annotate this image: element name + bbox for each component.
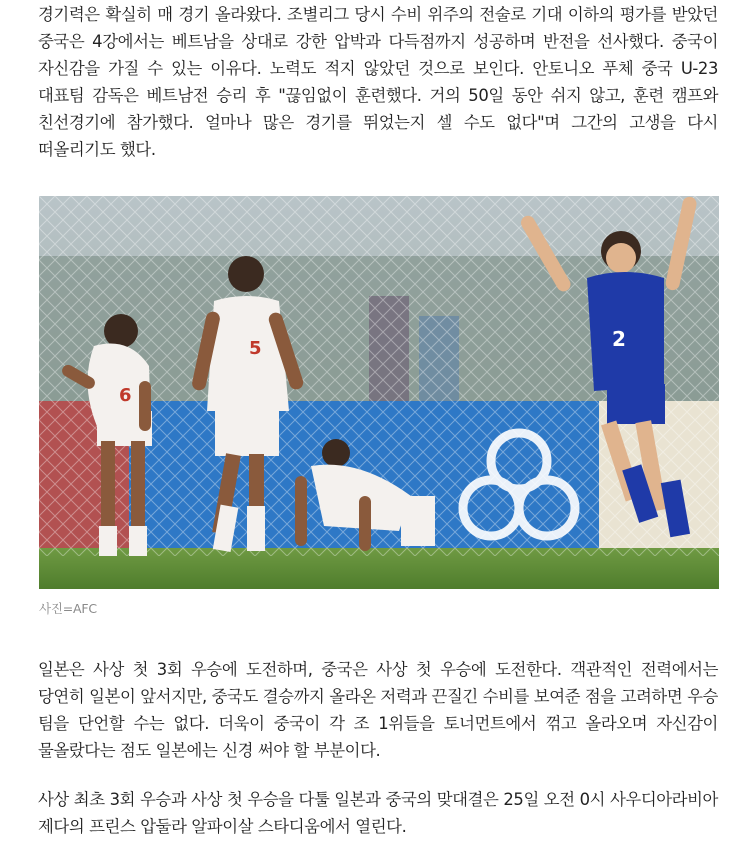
jersey-number: 2 (612, 327, 626, 351)
jersey-number: 5 (249, 338, 262, 359)
article-paragraph: 일본은 사상 첫 3회 우승에 도전하며, 중국은 사상 첫 우승에 도전한다. 객관적인 전력에서는 당연히 일본이 앞서지만, 중국도 결승까지 올라온 저력과 끈질긴 수비를 보여준 점을 고려하면 우승 팀을 단언할 수는 없다. 더욱이 중국이 각 조 1위들을 토너먼트에서 꺾고 올라오며 자신감이 물올랐다는 점도 일본에는 신경 써야 할 부분이다. (38, 660, 718, 760)
photo-caption: 사진=AFC (39, 601, 97, 616)
article-paragraph: 경기력은 확실히 매 경기 올라왔다. 조별리그 당시 수비 위주의 전술로 기대 이하의 평가를 받았던 중국은 4강에서는 베트남을 상대로 강한 압박과 다득점까지 성공하며 반전을 선사했다. 중국이 자신감을 가질 수 있는 이유다. 노력도 적지 않았던 것으로 보인다. 안토니오 푸체 중국 U-23 대표팀 감독은 베트남전 승리 후 "끊임없이 훈련했다. 거의 50일 동안 쉬지 않고, 훈련 캠프와 친선경기에 참가했다. 얼마나 많은 경기를 뛰었는지 셀 수도 없다"며 그간의 고생을 다시 떠올리기도 했다. (38, 5, 718, 159)
match-photo-illustration (39, 196, 719, 589)
article-paragraph: 사상 최초 3회 우승과 사상 첫 우승을 다툴 일본과 중국의 맞대결은 25일 오전 0시 사우디아라비아 제다의 프린스 압둘라 알파이살 스타디움에서 열린다. (38, 790, 718, 836)
article-photo (39, 196, 719, 589)
jersey-number: 6 (119, 385, 132, 406)
